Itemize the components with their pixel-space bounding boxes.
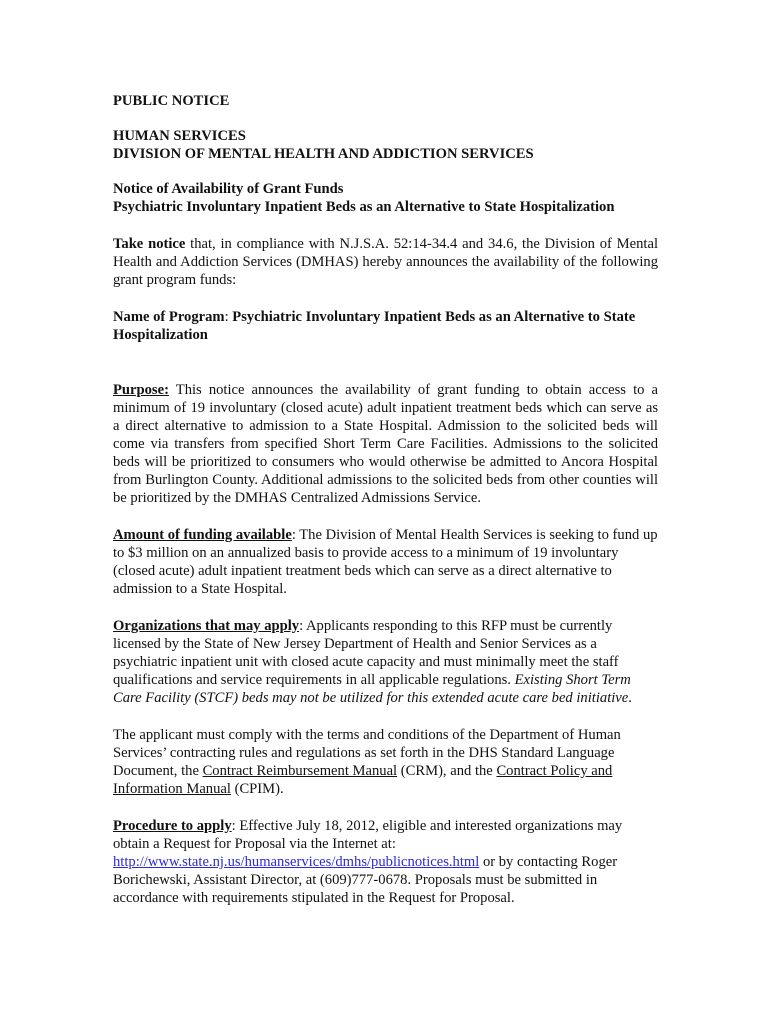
document-page	[113, 92, 658, 907]
notice-heading: PUBLIC NOTICE	[113, 93, 230, 109]
program-title: Psychiatric Involuntary Inpatient Beds as an Alternative to State Hospitalization	[113, 199, 615, 215]
program-name-paragraph	[113, 308, 658, 344]
intro-lead: Take notice	[113, 236, 186, 252]
notice-line: Notice of Availability of Grant Funds	[113, 181, 344, 197]
compliance-paragraph	[113, 726, 658, 798]
procedure-text-2: or by contacting Roger Borichewski, Assistant Director, at (609)777-0678. Proposals must be submitted in accordance with requirements stipulated in the Request for Proposal.	[113, 854, 618, 906]
purpose-paragraph	[113, 381, 658, 507]
compliance-text-2: (CRM), and the	[397, 763, 497, 779]
funding-text: : The Division of Mental Health Services is seeking to fund up to $3 million on an annualized basis to provide access to a minimum of 19 involuntary (closed acute) adult inpatient treatment beds which can serve as a direct alternative to admission to a State Hospital.	[113, 527, 658, 597]
crm-link[interactable]: Contract Reimbursement Manual	[202, 763, 398, 779]
procedure-paragraph	[113, 817, 658, 907]
compliance-text-3: (CPIM).	[230, 781, 284, 797]
procedure-label: Procedure to apply	[113, 818, 232, 834]
public-notices-url-link[interactable]: http://www.state.nj.us/humanservices/dmhs/publicnotices.html	[113, 854, 480, 870]
organizations-end: .	[628, 690, 632, 706]
program-label: Name of Program	[113, 309, 225, 325]
funding-label: Amount of funding available	[113, 527, 292, 543]
organizations-italic-note: Existing Short Term Care Facility (STCF) beds may not be utilized for this extended acute care bed initiative	[113, 672, 631, 706]
division-name: DIVISION OF MENTAL HEALTH AND ADDICTION SERVICES	[113, 146, 534, 162]
intro-text: that, in compliance with N.J.S.A. 52:14-34.4 and 34.6, the Division of Mental Health and Addiction Services (DMHAS) hereby announces the availability of the following grant program funds:	[113, 236, 658, 288]
intro-paragraph	[113, 235, 658, 289]
compliance-text-1: The applicant must comply with the terms and conditions of the Department of Human Services’ contracting rules and regulations as set forth in the DHS Standard Language Document, the	[113, 727, 621, 779]
organizations-label: Organizations that may apply	[113, 618, 300, 634]
program-colon: :	[224, 309, 233, 325]
cpim-link[interactable]: Contract Policy and Information Manual	[113, 763, 613, 797]
purpose-label: Purpose:	[113, 382, 169, 398]
program-value: Psychiatric Involuntary Inpatient Beds as an Alternative to State Hospitalization	[113, 309, 636, 343]
organizations-text: : Applicants responding to this RFP must be currently licensed by the State of New Jersey Department of Health and Senior Services as a psychiatric inpatient unit with closed acute capacity and must minimally meet the staff qualifications and service requirements in all applicable regulations.	[113, 618, 619, 688]
funding-paragraph	[113, 526, 658, 598]
purpose-text: This notice announces the availability of grant funding to obtain access to a minimum of 19 involuntary (closed acute) adult inpatient treatment beds which can serve as a direct alternative to admission to a State Hospital. Admission to the solicited beds will come via transfers from specified Short Term Care Facilities. Admissions to the solicited beds will be prioritized to consumers who would otherwise be admitted to Ancora Hospital from Burlington County. Additional admissions to the solicited beds from other counties will be prioritized by the DMHAS Centralized Admissions Service.	[113, 382, 658, 506]
procedure-text-1: : Effective July 18, 2012, eligible and interested organizations may obtain a Request for Proposal via the Internet at:	[113, 818, 623, 852]
organizations-paragraph	[113, 617, 658, 707]
department-name: HUMAN SERVICES	[113, 128, 246, 144]
